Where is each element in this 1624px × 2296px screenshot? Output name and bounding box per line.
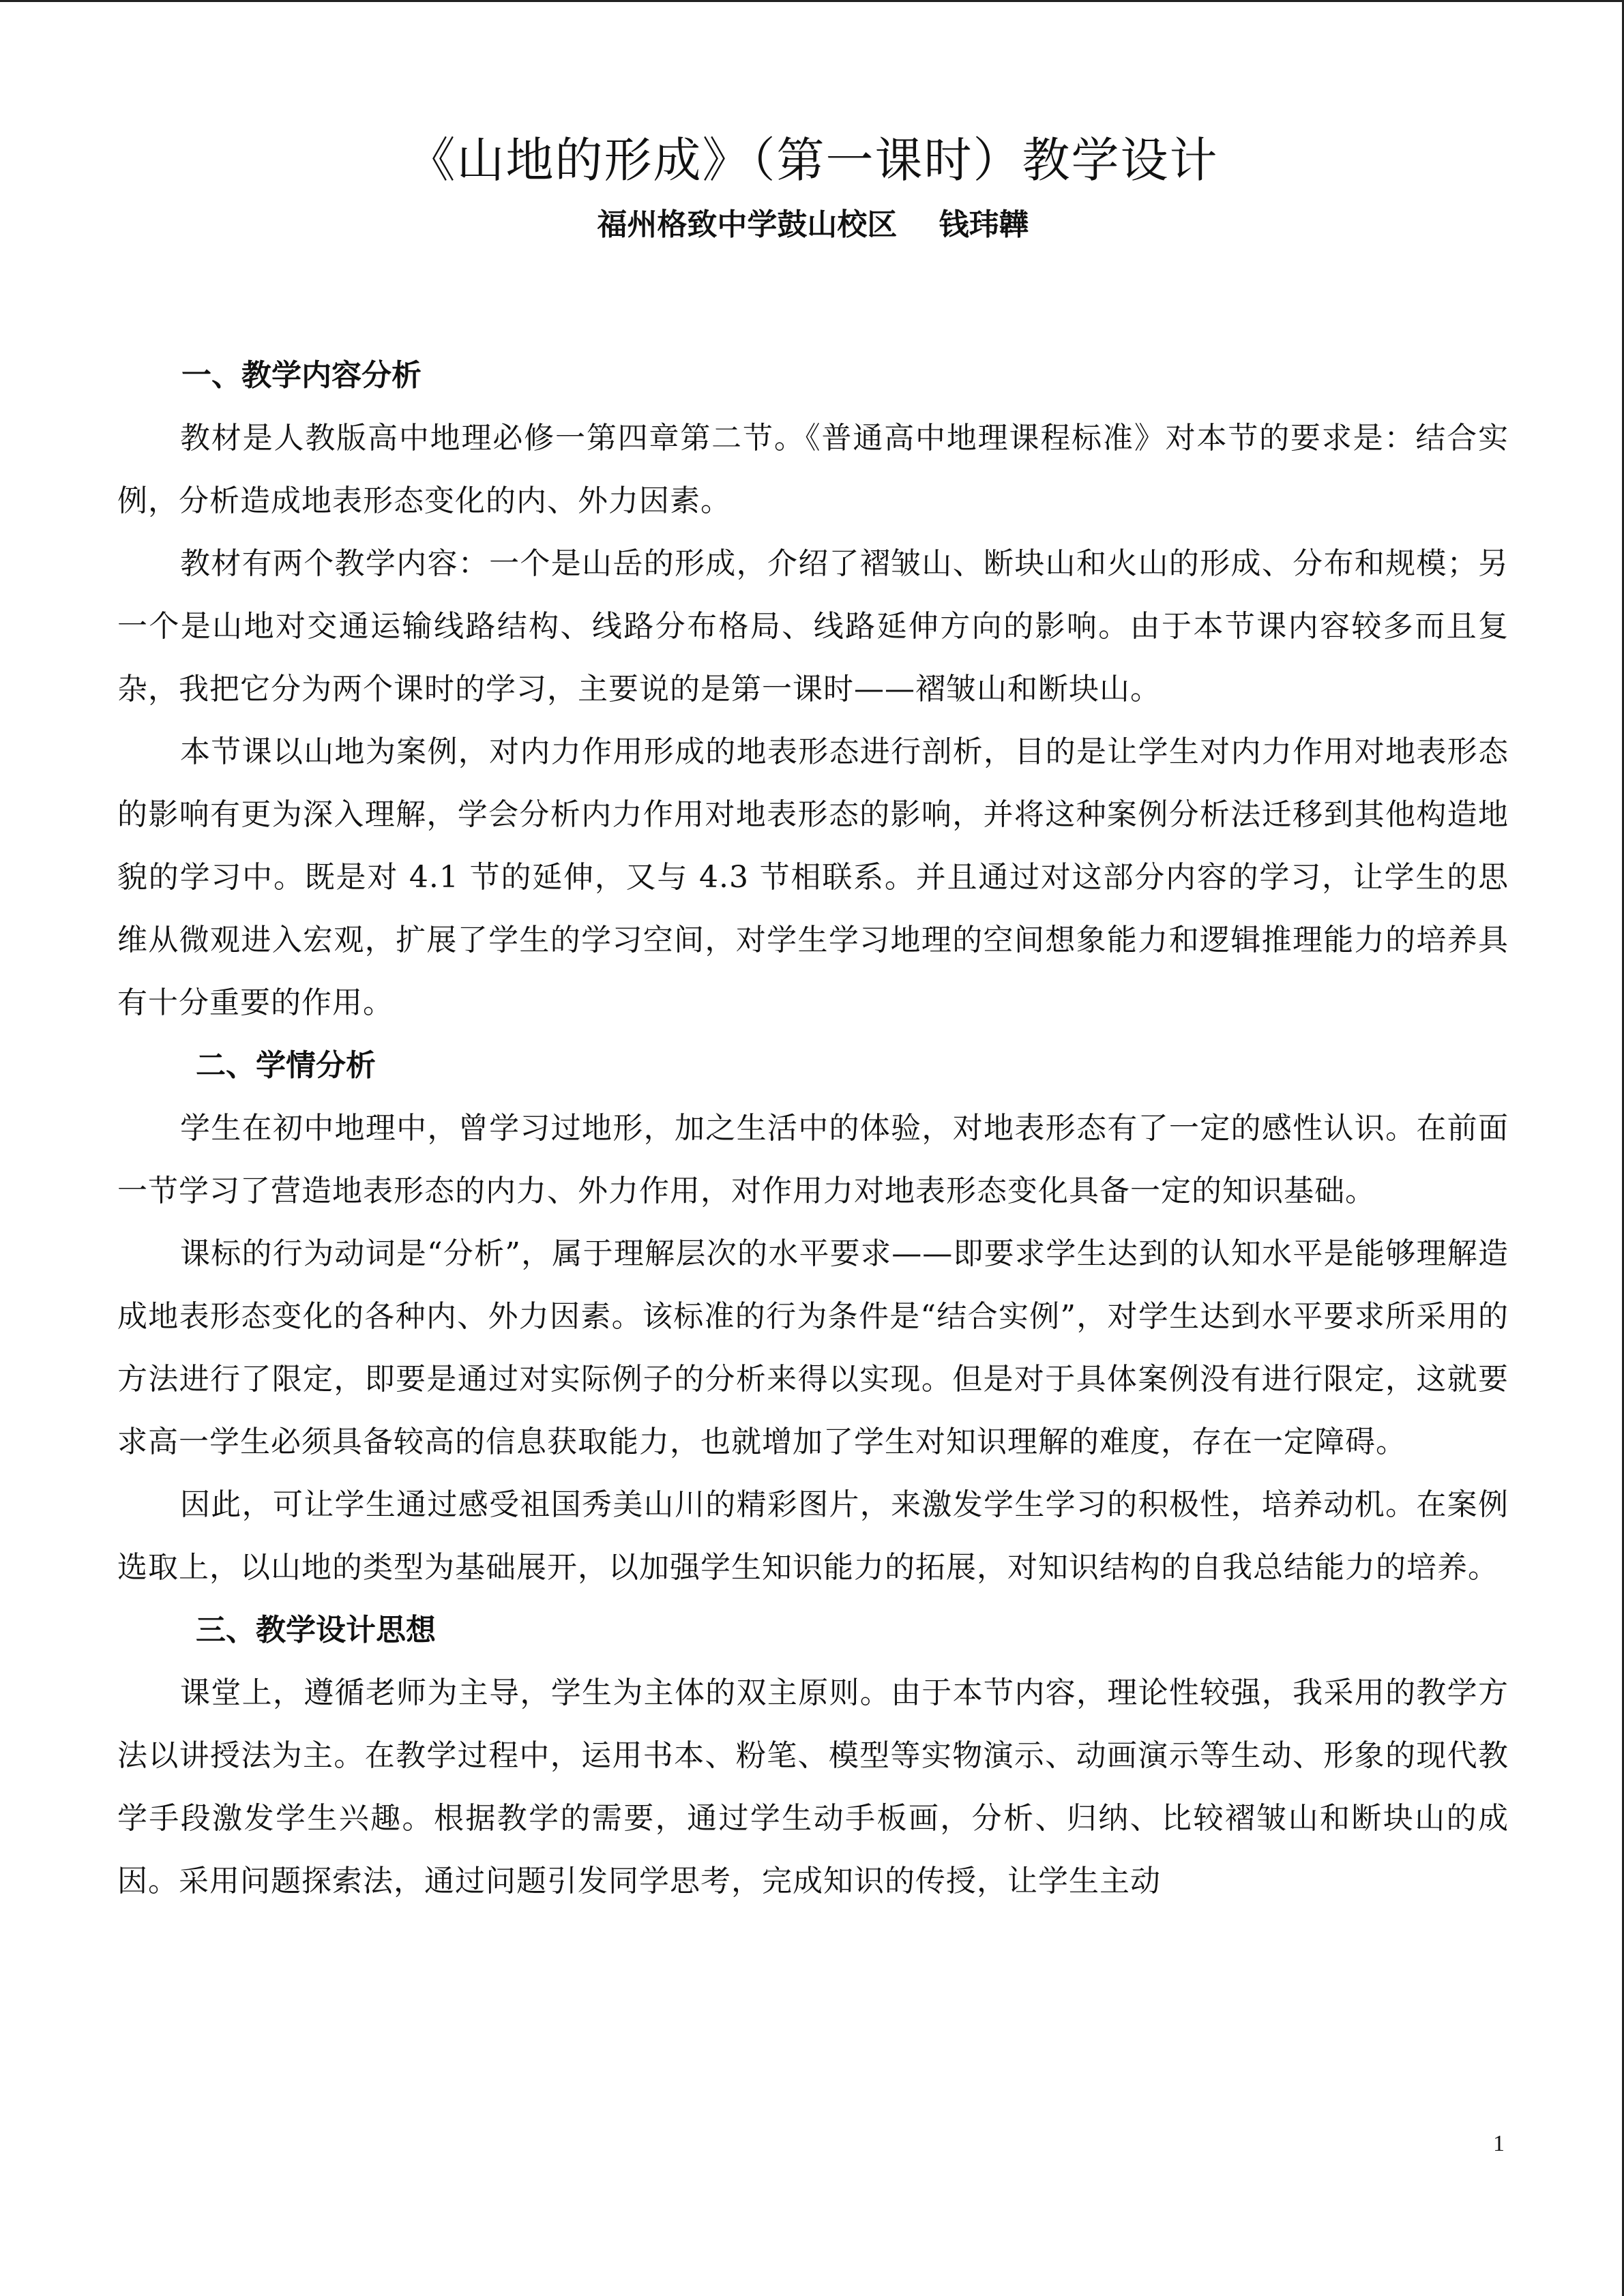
paragraph: 学生在初中地理中，曾学习过地形，加之生活中的体验，对地表形态有了一定的感性认识。在前面一节学习了营造地表形态的内力、外力作用，对作用力对地表形态变化具备一定的知识基础。 bbox=[117, 1111, 1509, 1208]
paragraph: 课堂上，遵循老师为主导，学生为主体的双主原则。由于本节内容，理论性较强，我采用的教学方法以讲授法为主。在教学过程中，运用书本、粉笔、模型等实物演示、动画演示等生动、形象的现代教学手段激发学生兴趣。根据教学的需要，通过学生动手板画，分析、归纳、比较褶皱山和断块山的成因。采用问题探索法，通过问题引发同学思考，完成知识的传授，让学生主动 bbox=[117, 1675, 1509, 1898]
paragraph: 因此，可让学生通过感受祖国秀美山川的精彩图片，来激发学生学习的积极性，培养动机。在案例选取上，以山地的类型为基础展开，以加强学生知识能力的拓展，对知识结构的自我总结能力的培养。 bbox=[117, 1487, 1509, 1585]
title-spacer bbox=[117, 252, 1509, 344]
page-border-top bbox=[0, 0, 1624, 2]
paragraph: 课标的行为动词是“分析”，属于理解层次的水平要求——即要求学生达到的认知水平是能够理解造成地表形态变化的各种内、外力因素。该标准的行为条件是“结合实例”，对学生达到水平要求所采用的方法进行了限定，即要是通过对实际例子的分析来得以实现。但是对于具体案例没有进行限定，这就要求高一学生必须具备较高的信息获取能力，也就增加了学生对知识理解的难度，存在一定障碍。 bbox=[117, 1236, 1509, 1459]
section-heading-student-analysis: 二、学情分析 bbox=[196, 1048, 376, 1083]
page-number: 1 bbox=[1493, 2131, 1505, 2156]
section-heading-design-idea: 三、教学设计思想 bbox=[196, 1613, 436, 1648]
document-body bbox=[117, 123, 1509, 1913]
paragraph: 本节课以山地为案例，对内力作用形成的地表形态进行剖析，目的是让学生对内力作用对地表形态的影响有更为深入理解，学会分析内力作用对地表形态的影响，并将这种案例分析法迁移到其他构造地貌的学习中。既是对 4.1 节的延伸，又与 4.3 节相联系。并且通过对这部分内容的学习，让学生的思维从微观进入宏观，扩展了学生的学习空间，对学生学习地理的空间想象能力和逻辑推理能力的培养具有十分重要的作用。 bbox=[117, 734, 1509, 1020]
paragraph: 教材是人教版高中地理必修一第四章第二节。《普通高中地理课程标准》对本节的要求是：结合实例，分析造成地表形态变化的内、外力因素。 bbox=[117, 421, 1509, 518]
document-title: 《山地的形成》（第一课时）教学设计 bbox=[407, 132, 1219, 188]
document-author: 福州格致中学鼓山校区 钱玮韡 bbox=[597, 207, 1029, 242]
paragraph: 教材有两个教学内容：一个是山岳的形成，介绍了褶皱山、断块山和火山的形成、分布和规模；另一个是山地对交通运输线路结构、线路分布格局、线路延伸方向的影响。由于本节课内容较多而且复杂，我把它分为两个课时的学习，主要说的是第一课时——褶皱山和断块山。 bbox=[117, 546, 1509, 706]
section-heading-content-analysis: 一、教学内容分析 bbox=[181, 358, 422, 393]
